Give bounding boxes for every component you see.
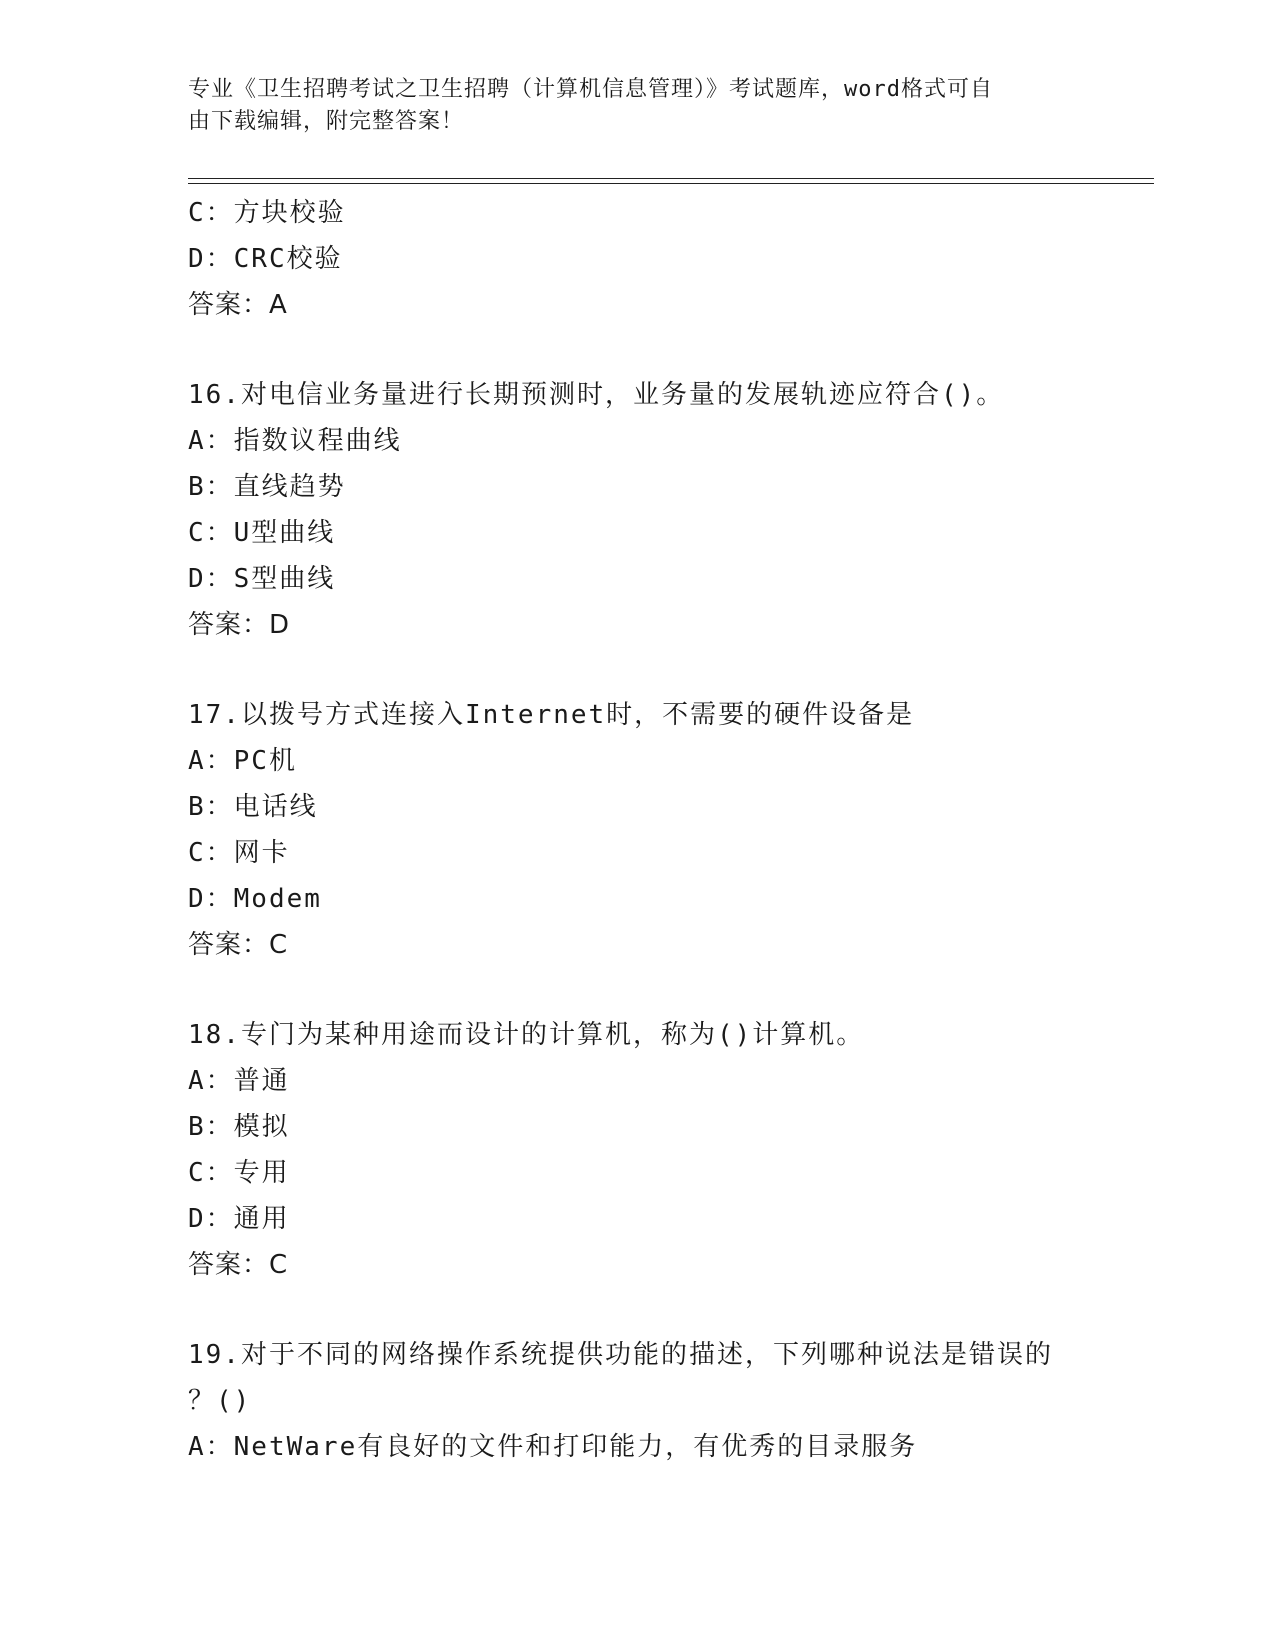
- answer-line: 答案：C: [188, 930, 289, 960]
- answer-line: 答案：A: [188, 290, 288, 320]
- question-block: [188, 372, 1088, 648]
- option-b: B：电话线: [188, 792, 318, 822]
- option-d: D：通用: [188, 1204, 290, 1234]
- option-d: D：Modem: [188, 884, 322, 914]
- answer-line: 答案：C: [188, 1250, 289, 1280]
- option-c: C：U型曲线: [188, 518, 336, 548]
- option-c: C：方块校验: [188, 198, 346, 228]
- option-c: C：网卡: [188, 838, 290, 868]
- header-divider-top: [188, 178, 1154, 179]
- option-a: A：普通: [188, 1066, 290, 1096]
- question-stem: 19.对于不同的网络操作系统提供功能的描述，下列哪种说法是错误的: [188, 1340, 1053, 1370]
- option-c: C：专用: [188, 1158, 290, 1188]
- answer-line: 答案：D: [188, 610, 291, 640]
- question-stem: 18.专门为某种用途而设计的计算机，称为()计算机。: [188, 1020, 865, 1050]
- option-a: A：NetWare有良好的文件和打印能力，有优秀的目录服务: [188, 1432, 918, 1462]
- question-stem-continued: ？(): [188, 1386, 252, 1416]
- question-stem: 17.以拨号方式连接入Internet时，不需要的硬件设备是: [188, 700, 915, 730]
- option-a: A：指数议程曲线: [188, 426, 402, 456]
- document-header: [188, 74, 1068, 138]
- question-block: [188, 1012, 1088, 1288]
- question-block: [188, 692, 1088, 968]
- option-d: D：S型曲线: [188, 564, 336, 594]
- header-divider-bottom: [188, 183, 1154, 184]
- option-b: B：直线趋势: [188, 472, 346, 502]
- question-block-partial: [188, 190, 1088, 328]
- option-a: A：PC机: [188, 746, 297, 776]
- question-stem: 16.对电信业务量进行长期预测时，业务量的发展轨迹应符合()。: [188, 380, 1005, 410]
- option-d: D：CRC校验: [188, 244, 343, 274]
- header-line-2: 由下载编辑，附完整答案！: [188, 109, 465, 134]
- question-list: [188, 190, 1088, 1470]
- option-b: B：模拟: [188, 1112, 290, 1142]
- question-block: [188, 1332, 1088, 1470]
- header-line-1: 专业《卫生招聘考试之卫生招聘（计算机信息管理）》考试题库，word格式可自: [188, 77, 993, 102]
